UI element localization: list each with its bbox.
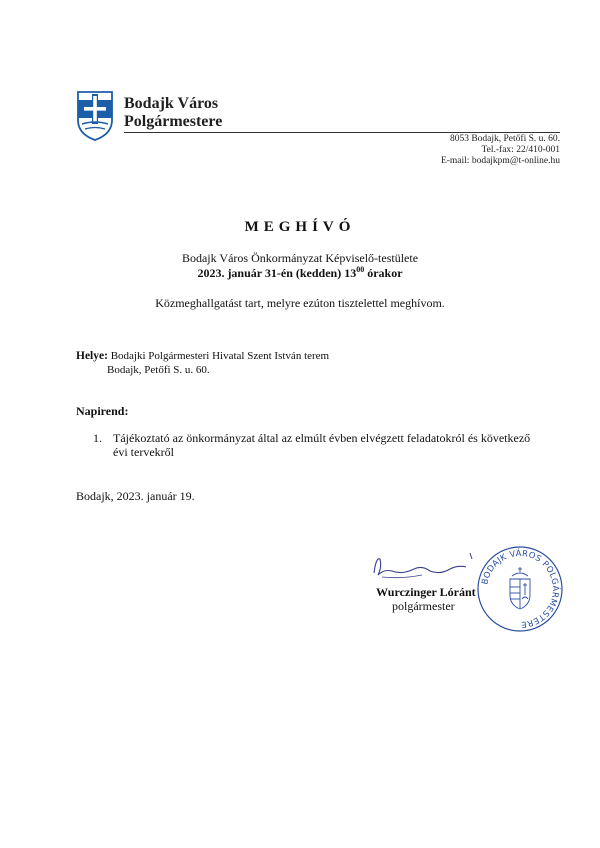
header-divider — [124, 132, 560, 133]
contact-address: 8053 Bodajk, Petőfi S. u. 60. — [449, 134, 560, 144]
official-stamp — [476, 545, 564, 633]
signer-title: polgármester — [392, 599, 455, 613]
agenda-item-number: 1. — [93, 431, 102, 445]
signer-name: Wurczinger Lóránt — [376, 585, 476, 599]
intro-text: Közmeghallgatást tart, melyre ezúton tisztelettel meghívom. — [155, 296, 445, 310]
agenda-item-text: Tájékoztató az önkormányzat által az elmúlt évben elvégzett feladatokról és következő évi tervekről — [113, 431, 531, 459]
svg-text:BODAJK VÁROS POLGÁRMESTERE: BODAJK VÁROS POLGÁRMESTERE — [479, 547, 562, 631]
contact-telfax: Tel.-fax: 22/410-001 — [481, 145, 560, 155]
org-name-line2: Polgármestere — [124, 113, 223, 130]
location-address: Bodajk, Petőfi S. u. 60. — [107, 364, 210, 376]
meeting-hour-minutes: 00 — [356, 265, 365, 274]
agenda-heading: Napirend: — [76, 404, 129, 418]
meeting-suffix: órakor — [364, 266, 403, 280]
org-name-line1: Bodajk Város — [124, 95, 219, 112]
meeting-datetime — [0, 265, 600, 281]
document-title: MEGHÍVÓ — [244, 219, 356, 235]
place-and-date: Bodajk, 2023. január 19. — [76, 489, 195, 503]
location-label: Helye: — [76, 350, 108, 362]
contact-email: E-mail: bodajkpm@t-online.hu — [440, 156, 560, 166]
coat-of-arms-icon — [76, 90, 114, 142]
location-line1 — [76, 350, 329, 362]
council-name: Bodajk Város Önkormányzat Képviselő-testülete — [181, 251, 419, 265]
handwritten-signature — [362, 545, 482, 585]
meeting-date-text: 2023. január 31-én (kedden) 13 — [197, 266, 357, 280]
location-venue: Bodajki Polgármesteri Hivatal Szent István terem — [107, 350, 330, 362]
